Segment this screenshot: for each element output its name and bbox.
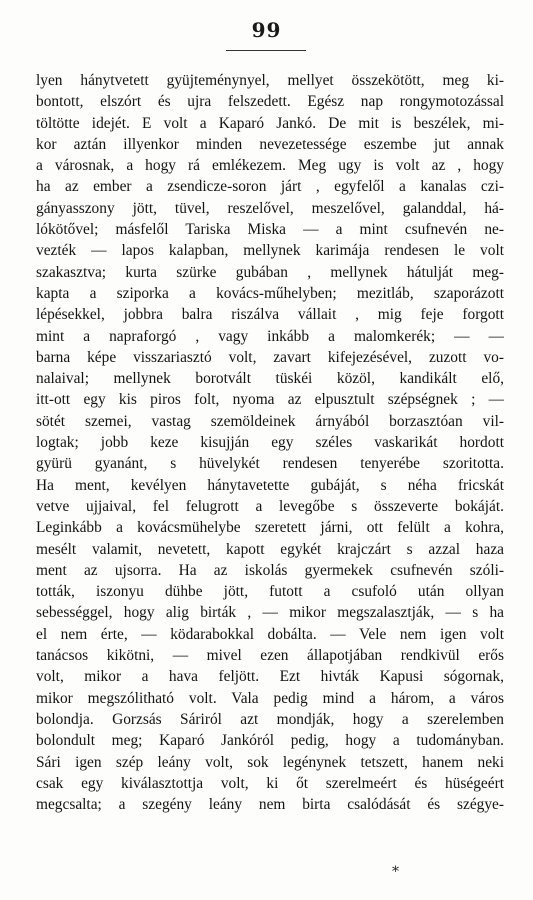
text-line: barna képe visszariasztó volt, zavart kifejezésével, zuzott vo-: [36, 348, 504, 366]
text-line: mesélt valamit, nevetett, kapott egykét krajczárt s azzal haza: [36, 540, 504, 558]
text-line: gányasszony jött, tüvel, reszelővel, meszelővel, galanddal, há-: [36, 199, 504, 217]
text-line: bolondja. Gorzsás Sáriról azt mondják, hogy a szerelemben: [36, 710, 504, 728]
text-line: töltötte idejét. E volt a Kaparó Jankó. De mit is beszélek, mi-: [36, 114, 504, 132]
body-text: [36, 70, 504, 815]
text-line: Sári igen szép leány volt, sok legénynek tetszett, hanem neki: [36, 753, 504, 771]
text-line: nalaival; mellynek borotvált tüskéi közöl, kandikált elő,: [36, 370, 504, 388]
text-line: itt-ott egy kis piros folt, nyoma az elpusztult szépségnek ; —: [36, 391, 504, 409]
text-line: megcsalta; a szegény leány nem birta csalódását és szégye-: [36, 796, 504, 814]
text-line: vetve ujjaival, fel felugrott a levegőbe s összeverte bokáját.: [36, 497, 504, 515]
text-line: lyen hánytvetett gyüjteménynyel, mellyet összekötött, meg ki-: [36, 72, 504, 89]
text-line: el nem érte, — ködarabokkal dobálta. — Vele nem igen volt: [36, 625, 504, 643]
text-line: szakasztva; kurta szürke gubában , mellynek hátulját meg-: [36, 263, 504, 281]
text-line: kapta a sziporka a kovács-műhelyben; mezitláb, szaporázott: [36, 284, 504, 302]
text-line: csak egy kiválasztottja volt, ki őt szerelmeért és hüségeért: [36, 774, 504, 792]
text-line: mint a napraforgó , vagy inkább a malomkerék; — —: [36, 327, 504, 345]
text-line: tanácsos kikötni, — mivel ezen állapotjában rendkivül erős: [36, 647, 504, 665]
header-rule: [226, 50, 306, 51]
text-line: ha az ember a zsendicze-soron járt , egyfelől a kanalas czi-: [36, 178, 504, 196]
text-line: volt, mikor a hava feljött. Ezt hivták Kapusi sógornak,: [36, 668, 504, 686]
text-line: Ha ment, kevélyen hánytavetette gubáját, s néha fricskát: [36, 476, 504, 494]
text-line: logtak; jobb keze kisujján egy széles vaskarikát hordott: [36, 434, 504, 452]
text-line: ment az ujsorra. Ha az iskolás gyermekek csufnevén szóli-: [36, 561, 504, 579]
text-line: lépésekkel, jobbra balra riszálva vállait , mig feje forgott: [36, 306, 504, 324]
text-line: bolondult meg; Kaparó Jankóról pedig, hogy a tudományban.: [36, 732, 504, 750]
text-line: gyürü gyanánt, s hüvelykét rendesen tenyerébe szoritotta.: [36, 455, 504, 473]
printer-signature-mark: *: [392, 864, 399, 880]
text-line: bontott, elszórt és ujra felszedett. Egész nap rongymotozással: [36, 93, 504, 111]
text-line: vezték — lapos kalapban, mellynek karimája rendesen le volt: [36, 242, 504, 260]
text-line: kor aztán illyenkor minden nevezetessége eszembe jut annak: [36, 135, 504, 153]
text-line: sebességgel, hogy alig birták , — mikor megszalasztják, — s ha: [36, 604, 504, 622]
text-line: lókötővel; másfelől Tariska Miska — a mint csufnevén ne-: [36, 221, 504, 239]
page-number: 99: [251, 18, 282, 42]
text-line: tották, iszonyu dühbe jött, futott a csufoló után ollyan: [36, 583, 504, 601]
text-line: Leginkább a kovácsmühelybe szeretett járni, ott felült a kohra,: [36, 519, 504, 537]
text-line: a városnak, a hogy rá emlékezem. Meg ugy is volt az , hogy: [36, 157, 504, 175]
text-line: sötét szemei, vastag szemöldeinek árnyából borzasztóan vil-: [36, 412, 504, 430]
text-line: mikor megszólitható volt. Vala pedig mind a három, a város: [36, 689, 504, 707]
